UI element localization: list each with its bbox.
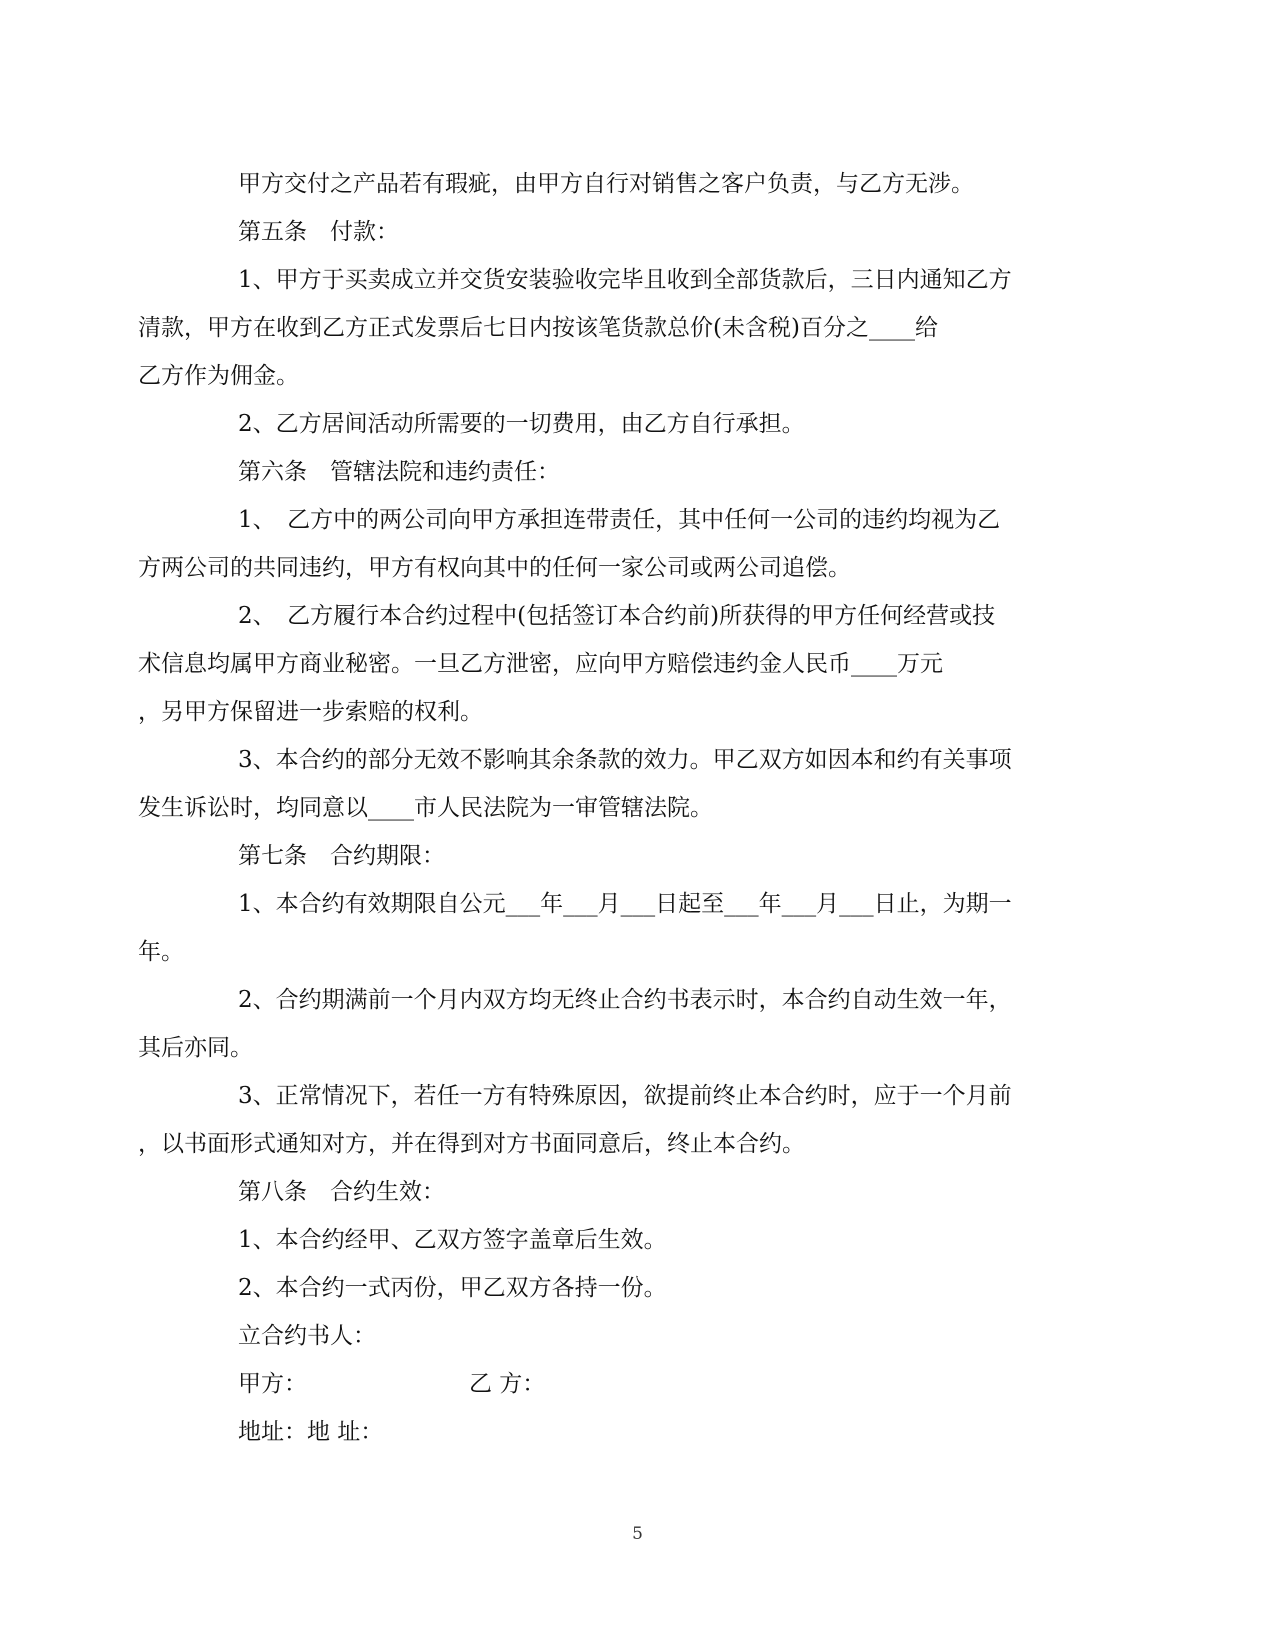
address-row [188, 1408, 1068, 1456]
text-line: 3、本合约的部分无效不影响其余条款的效力。甲乙双方如因本和约有关事项 [238, 747, 1012, 773]
text-line: 乙方作为佣金。 [138, 363, 299, 389]
text-line: 其后亦同。 [138, 1035, 253, 1061]
text-line: 2、乙方居间活动所需要的一切费用，由乙方自行承担。 [238, 411, 805, 437]
paragraph-article-7-item-2 [138, 976, 1068, 1072]
paragraph-article-7-item-3 [138, 1072, 1068, 1168]
text-line: 年。 [138, 939, 184, 965]
text-line: 2、合约期满前一个月内双方均无终止合约书表示时，本合约自动生效一年， [238, 987, 1012, 1013]
text-line: 1、本合约经甲、乙双方签字盖章后生效。 [238, 1227, 667, 1253]
paragraph-article-5-item-2 [188, 400, 1068, 448]
contract-body [138, 160, 1068, 1456]
text-line: 发生诉讼时，均同意以____市人民法院为一审管辖法院。 [138, 795, 713, 821]
paragraph-article-6-item-3 [138, 736, 1068, 832]
heading-article-5 [188, 208, 1068, 256]
text-line: 1、甲方于买卖成立并交货安装验收完毕且收到全部货款后，三日内通知乙方 [238, 267, 1012, 293]
paragraph-article-6-item-1 [138, 496, 1068, 592]
paragraph-article-6-item-2 [138, 592, 1068, 736]
heading-article-8 [188, 1168, 1068, 1216]
address-label: 地址：地 址： [238, 1419, 384, 1445]
text-line: 1、 乙方中的两公司向甲方承担连带责任，其中任何一公司的违约均视为乙 [238, 507, 1001, 533]
page-number: 5 [632, 1524, 643, 1544]
text-line: 第八条 合约生效： [238, 1179, 445, 1205]
text-line: 2、 乙方履行本合约过程中(包括签订本合约前)所获得的甲方任何经营或技 [238, 603, 996, 629]
text-line: 第六条 管辖法院和违约责任： [238, 459, 560, 485]
text-line: 第五条 付款： [238, 219, 399, 245]
heading-article-7 [188, 832, 1068, 880]
text-line: 术信息均属甲方商业秘密。一旦乙方泄密，应向甲方赔偿违约金人民币____万元 [138, 651, 943, 677]
text-line: 清款，甲方在收到乙方正式发票后七日内按该笔货款总价(未含税)百分之____给 [138, 315, 938, 341]
text-line: 第七条 合约期限： [238, 843, 445, 869]
text-line: 2、本合约一式丙份，甲乙双方各持一份。 [238, 1275, 667, 1301]
text-line: ，以书面形式通知对方，并在得到对方书面同意后，终止本合约。 [138, 1131, 805, 1157]
paragraph-defect-liability [188, 160, 1068, 208]
paragraph-article-8-item-1 [188, 1216, 1068, 1264]
signature-parties-row [188, 1360, 1068, 1408]
text-line: 方两公司的共同违约，甲方有权向其中的任何一家公司或两公司追偿。 [138, 555, 851, 581]
paragraph-article-8-item-2 [188, 1264, 1068, 1312]
text-line: 1、本合约有效期限自公元___年___月___日起至___年___月___日止，为期一 [238, 891, 1012, 917]
paragraph-article-5-item-1 [138, 256, 1068, 400]
text-line: 立合约书人： [238, 1323, 376, 1349]
signatories-label [188, 1312, 1068, 1360]
text-line: 甲方交付之产品若有瑕疵，由甲方自行对销售之客户负责，与乙方无涉。 [238, 171, 974, 197]
paragraph-article-7-item-1 [138, 880, 1068, 976]
party-a-label: 甲方： [238, 1371, 307, 1397]
text-line: 3、正常情况下，若任一方有特殊原因，欲提前终止本合约时，应于一个月前 [238, 1083, 1012, 1109]
heading-article-6 [188, 448, 1068, 496]
text-line: ，另甲方保留进一步索赔的权利。 [138, 699, 483, 725]
party-b-label: 乙 方： [469, 1371, 546, 1397]
